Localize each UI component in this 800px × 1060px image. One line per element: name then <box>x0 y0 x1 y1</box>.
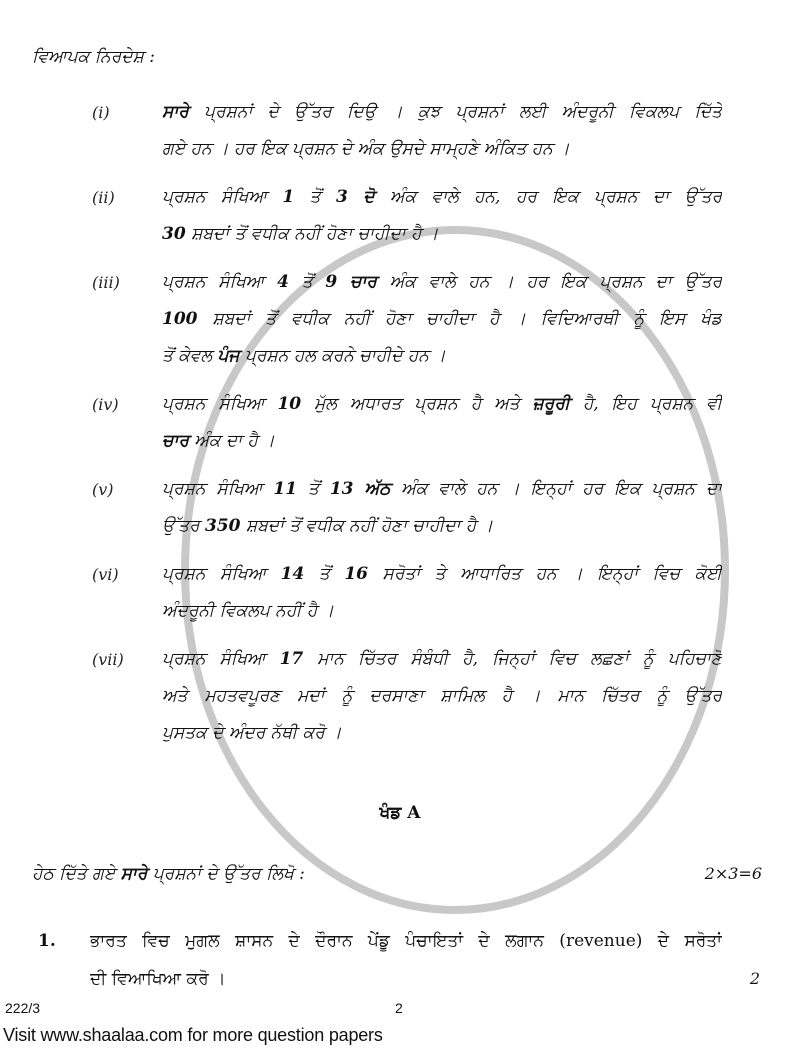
text-segment: ਗਏ ਹਨ । ਹਰ ਇਕ ਪ੍ਰਸ਼ਨ ਦੇ ਅੰਕ ਉਸਦੇ ਸਾਮ੍ਹਣੇ ਅੰਕਿਤ ਹਨ । <box>162 139 570 159</box>
text-segment: ਅੰਕ ਵਾਲੇ ਹਨ । ਇਨ੍ਹਾਂ ਹਰ ਇਕ ਪ੍ਰਸ਼ਨ ਦਾ <box>390 479 722 499</box>
section-title: ਖੰਡ A <box>379 803 421 823</box>
question-line: ਦੀ ਵਿਆਖਿਆ ਕਰੋ । <box>90 969 226 989</box>
section-instruction <box>32 860 762 888</box>
text-segment: ਤੋਂ <box>288 272 326 292</box>
general-instructions-heading: ਵਿਆਪਕ ਨਿਰਦੇਸ਼ : <box>32 47 155 67</box>
text-segment: ਪ੍ਰਸ਼ਨ ਸੰਖਿਆ <box>162 479 274 499</box>
text-segment: ਪ੍ਰਸ਼ਨ ਸੰਖਿਆ <box>162 272 278 292</box>
bold-text: 1 <box>282 187 295 207</box>
instruction-line <box>162 216 722 253</box>
text-segment: ਪ੍ਰਸ਼ਨਾਂ ਦੇ ਉੱਤਰ ਦਿਉ । ਕੁਝ ਪ੍ਰਸ਼ਨਾਂ ਲਈ ਅੰਦਰੂਨੀ ਵਿਕਲਪ ਦਿੱਤੇ <box>188 102 722 122</box>
instruction-line <box>162 715 722 752</box>
instruction-line <box>162 423 722 460</box>
section-marks: 2×3=6 <box>704 864 762 883</box>
bold-text: 3 <box>335 187 348 207</box>
text-segment: ਮੁੱਲ ਅਧਾਰਤ ਪ੍ਰਸ਼ਨ ਹੈ ਅਤੇ <box>301 394 533 414</box>
text-segment: ਤੋਂ <box>304 564 345 584</box>
instruction-item <box>0 641 800 752</box>
text-segment: ਤੋਂ <box>297 479 330 499</box>
text-segment <box>354 479 365 499</box>
text-segment: ਤੋਂ <box>294 187 336 207</box>
instruction-label: (vii) <box>92 650 124 669</box>
bold-text: 9 <box>325 272 338 292</box>
text-segment: ਸ਼ਬਦਾਂ ਤੋਂ ਵਧੀਕ ਨਹੀਂ ਹੋਣਾ ਚਾਹੀਦਾ ਹੈ । <box>240 516 494 536</box>
instruction-line <box>162 386 722 423</box>
bold-text: 30 <box>162 224 186 244</box>
instruction-line <box>162 264 722 301</box>
bold-text: 4 <box>277 272 289 292</box>
bold-text: 10 <box>277 394 302 414</box>
text-segment: ਸ਼ਬਦਾਂ ਤੋਂ ਵਧੀਕ ਨਹੀਂ ਹੋਣਾ ਚਾਹੀਦਾ ਹੈ । <box>185 224 439 244</box>
section-instruction-text <box>32 864 305 884</box>
bold-text: 11 <box>273 479 298 499</box>
text-segment <box>337 272 350 292</box>
instruction-line <box>162 678 722 715</box>
instruction-line <box>162 556 722 593</box>
text-segment: ਸਰੋਤਾਂ ਤੇ ਆਧਾਰਿਤ ਹਨ । ਇਨ੍ਹਾਂ ਵਿਚ ਕੋਈ <box>367 564 722 584</box>
instruction-item <box>0 264 800 375</box>
question-marks: 2 <box>749 969 760 988</box>
bold-text: ਜ਼ਰੂਰੀ <box>532 394 570 414</box>
text-segment: ਮਾਨ ਚਿੱਤਰ ਸੰਬੰਧੀ ਹੈ, ਜਿਨ੍ਹਾਂ ਵਿਚ ਲਛਣਾਂ ਨੂੰ ਪਹਿਚਾਣੋ <box>303 649 722 669</box>
instruction-label: (v) <box>92 480 114 499</box>
bold-text: 13 <box>329 479 354 499</box>
instruction-line <box>162 301 722 338</box>
bold-text: 14 <box>280 564 305 584</box>
question-1 <box>0 922 800 998</box>
instruction-line <box>162 471 722 508</box>
visit-banner: Visit www.shaalaa.com for more question papers <box>3 1025 383 1045</box>
instruction-line <box>162 338 722 375</box>
text-segment: ਹੇਠ ਦਿੱਤੇ ਗਏ <box>32 864 121 884</box>
text-segment: ਅੰਕ ਵਾਲੇ ਹਨ, ਹਰ ਇਕ ਪ੍ਰਸ਼ਨ ਦਾ ਉੱਤਰ <box>374 187 722 207</box>
instruction-item <box>0 471 800 545</box>
bold-text: ਅੱਠ <box>364 479 391 499</box>
text-segment: ਪ੍ਰਸ਼ਨ ਸੰਖਿਆ <box>162 649 280 669</box>
instruction-line <box>162 641 722 678</box>
text-segment: ਪ੍ਰਸ਼ਨ ਸੰਖਿਆ <box>162 394 278 414</box>
bold-text: ਚਾਰ <box>162 431 189 451</box>
instruction-line <box>162 593 722 630</box>
instruction-label: (i) <box>92 103 110 122</box>
instruction-item <box>0 94 800 168</box>
question-number: 1. <box>38 931 56 951</box>
instruction-label: (iv) <box>92 395 119 414</box>
page-number: 2 <box>395 1000 403 1016</box>
instructions-list <box>0 94 800 763</box>
instruction-line <box>162 131 722 168</box>
text-segment: ਪ੍ਰਸ਼ਨ ਸੰਖਿਆ <box>162 187 283 207</box>
bold-text: ਚਾਰ <box>349 272 377 292</box>
bold-text: 100 <box>162 309 198 329</box>
text-segment: ਅੰਕ ਦਾ ਹੈ । <box>188 431 275 451</box>
bold-text: 16 <box>344 564 368 584</box>
text-segment: ਤੋਂ ਕੇਵਲ <box>162 346 218 366</box>
bold-text: ਸਾਰੇ <box>162 102 189 122</box>
text-segment: ਸ਼ਬਦਾਂ ਤੋਂ ਵਧੀਕ ਨਹੀਂ ਹੋਣਾ ਚਾਹੀਦਾ ਹੈ । ਵਿਦਿਆਰਥੀ ਨੂੰ ਇਸ ਖੰਡ <box>197 309 722 329</box>
text-segment: ਪ੍ਰਸ਼ਨ ਸੰਖਿਆ <box>162 564 281 584</box>
text-segment <box>348 187 363 207</box>
paper-code: 222/3 <box>5 1000 41 1016</box>
question-line: ਭਾਰਤ ਵਿਚ ਮੁਗਲ ਸ਼ਾਸਨ ਦੇ ਦੌਰਾਨ ਪੇਂਡੂ ਪੰਚਾਇਤਾਂ ਦੇ ਲਗਾਨ (revenue) ਦੇ ਸਰੋਤਾਂ <box>90 931 722 951</box>
instruction-item <box>0 556 800 630</box>
text-segment: ਅੰਦਰੂਨੀ ਵਿਕਲਪ ਨਹੀਂ ਹੈ । <box>162 601 335 621</box>
instruction-label: (iii) <box>92 273 120 292</box>
text-segment: ਉੱਤਰ <box>162 516 205 536</box>
text-segment: ਪ੍ਰਸ਼ਨ ਹਲ ਕਰਨੇ ਚਾਹੀਦੇ ਹਨ । <box>239 346 446 366</box>
bold-text: 17 <box>279 649 304 669</box>
bold-text: ਸਾਰੇ <box>120 864 148 884</box>
text-segment: ਅੰਕ ਵਾਲੇ ਹਨ । ਹਰ ਇਕ ਪ੍ਰਸ਼ਨ ਦਾ ਉੱਤਰ <box>376 272 722 292</box>
instruction-label: (vi) <box>92 565 119 584</box>
text-segment: ਪ੍ਰਸ਼ਨਾਂ ਦੇ ਉੱਤਰ ਲਿਖੋ : <box>147 864 305 884</box>
text-segment: ਪੁਸਤਕ ਦੇ ਅੰਦਰ ਨੱਥੀ ਕਰੋ । <box>162 723 342 743</box>
text-segment: ਅਤੇ ਮਹਤਵਪੂਰਣ ਮਦਾਂ ਨੂੰ ਦਰਸਾਣਾ ਸ਼ਾਮਿਲ ਹੈ । ਮਾਨ ਚਿੱਤਰ ਨੂੰ ਉੱਤਰ <box>162 686 722 706</box>
instruction-item <box>0 179 800 253</box>
bold-text: ਦੋ <box>363 187 375 207</box>
text-segment: ਹੈ, ਇਹ ਪ੍ਰਸ਼ਨ ਵੀ <box>569 394 722 414</box>
instruction-label: (ii) <box>92 188 115 207</box>
bold-text: 350 <box>204 516 241 536</box>
instruction-line <box>162 94 722 131</box>
instruction-item <box>0 386 800 460</box>
bold-text: ਪੰਜ <box>217 346 240 366</box>
instruction-line <box>162 179 722 216</box>
instruction-line <box>162 508 722 545</box>
